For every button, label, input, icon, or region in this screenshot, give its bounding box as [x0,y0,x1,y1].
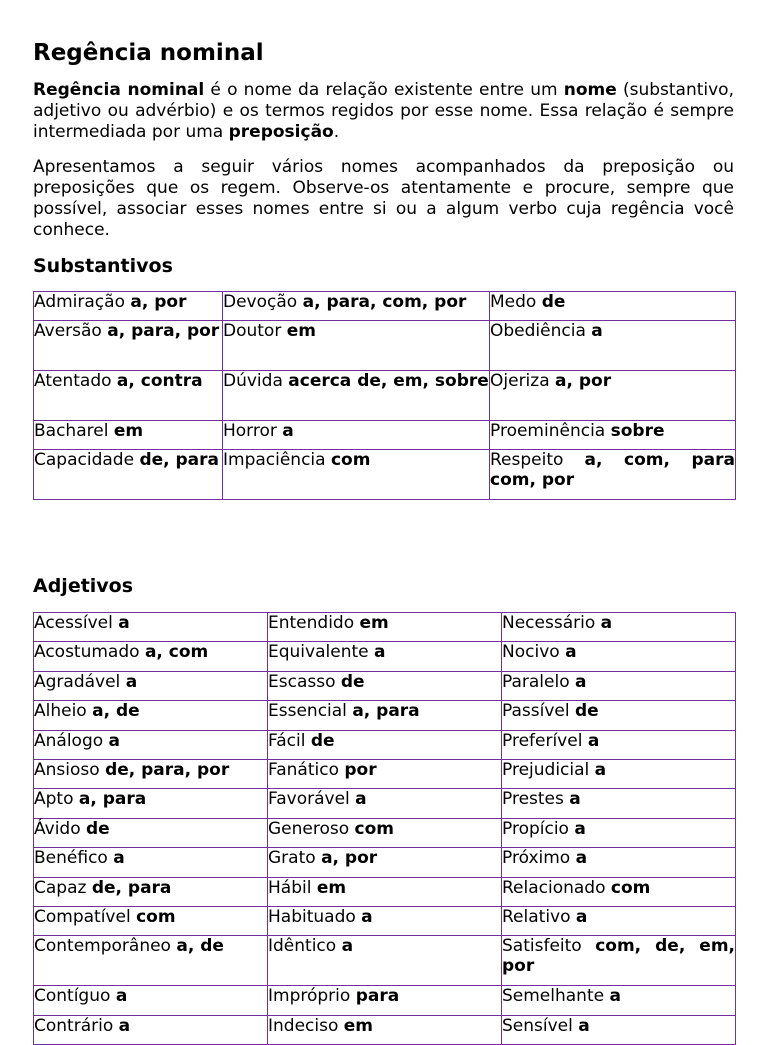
table-cell [268,642,502,671]
nome-word: Obediência [490,321,586,341]
preposition: a [361,906,373,927]
nome-word: Contrário [34,1015,114,1036]
preposition: em [359,613,389,633]
preposition: para [355,986,400,1007]
table-cell [268,1015,502,1044]
table-cell [268,877,502,906]
table-cell [490,371,736,421]
table-cell [34,759,268,788]
preposition: a, para, com, por [302,292,467,312]
table-cell [34,450,223,500]
preposition: a [575,671,587,692]
table-cell [268,936,502,986]
preposition: a [108,730,121,751]
nome-word: Prestes [502,789,564,810]
nome-word: Generoso [268,818,350,839]
table-cell [268,789,502,818]
table-row [34,848,736,877]
table-cell [223,450,490,500]
preposition: a [341,936,354,957]
table-row [34,292,736,321]
table-cell [34,671,268,700]
table-cell [268,986,502,1015]
preposition: a [355,789,367,810]
preposition: sobre [610,421,665,441]
nome-word: Doutor [223,321,282,341]
table-row [34,421,736,450]
table-cell [34,613,268,642]
nome-word: Análogo [34,730,104,751]
intro-text-1: é o nome da relação existente entre um [204,80,564,100]
table-cell [490,421,736,450]
preposition: a [609,986,621,1007]
preposition: a [600,613,613,633]
table-row [34,986,736,1015]
nome-word: Satisfeito [502,936,582,957]
table-row [34,671,736,700]
table-cell [502,848,736,877]
preposition: a [374,642,386,663]
preposition: a [594,759,607,780]
nome-word: Fácil [268,730,306,751]
nome-word: Sensível [502,1015,573,1036]
table-cell [490,321,736,371]
nome-word: Favorável [268,789,350,810]
nome-word: Contíguo [34,986,111,1007]
table-row [34,371,736,421]
table-cell [502,906,736,935]
nome-word: Agradável [34,671,121,692]
preposition: a [113,848,125,869]
nome-word: Contemporâneo [34,936,171,957]
preposition: de [86,818,110,839]
table-row [34,936,736,986]
preposition: a [575,906,588,927]
table-cell [268,671,502,700]
nome-word: Impróprio [268,986,351,1007]
intro-text-2: (substantivo, adjetivo ou advérbio) e os termos regidos por esse nome. Essa relação é sempre intermediada por uma [33,80,734,142]
nome-word: Dúvida [223,371,283,391]
table-row [34,759,736,788]
table-cell [34,321,223,371]
nome-word: Relacionado [502,877,606,898]
term-preposicao: preposição [228,122,334,142]
nome-word: Compatível [34,906,131,927]
nome-word: Proeminência [490,421,606,441]
preposition: a, para [78,789,147,810]
intro-paragraph-2: Apresentamos a seguir vários nomes acompanhados da preposição ou preposições que os regem. Observe-os atentamente e procure, sempre que possível, associar esses nomes entre si ou a algum verbo cuja regência você conhece. [33,157,734,240]
table-cell [34,789,268,818]
table-cell [502,613,736,642]
table-cell [34,421,223,450]
preposition: de [575,701,599,722]
table-row [34,789,736,818]
table-row [34,613,736,642]
table-cell [34,848,268,877]
preposition: a [115,986,128,1007]
table-cell [268,906,502,935]
nome-word: Capaz [34,877,87,898]
table-cell [502,877,736,906]
nome-word: Prejudicial [502,759,590,780]
preposition: com [330,450,371,470]
table-cell [268,730,502,759]
table-cell [223,292,490,321]
preposition: com [136,906,176,927]
preposition: de, para [139,450,220,470]
table-cell [268,848,502,877]
page-title: Regência nominal [33,40,264,66]
table-cell [223,371,490,421]
nome-word: Idêntico [268,936,337,957]
nome-word: Relativo [502,906,571,927]
preposition: acerca de, em, sobre [288,371,489,391]
table-cell [502,671,736,700]
nome-word: Admiração [34,292,125,312]
preposition: por [344,759,377,780]
nome-word: Acostumado [34,642,140,663]
intro-paragraph-1 [33,80,734,143]
nome-word: Aversão [34,321,102,341]
nome-word: Próximo [502,848,571,869]
table-row [34,877,736,906]
table-cell [268,613,502,642]
table-row [34,906,736,935]
preposition: com, de, em, por [502,936,735,977]
table-row [34,642,736,671]
table-cell [502,701,736,730]
nome-word: Benéfico [34,848,108,869]
table-cell [268,701,502,730]
table-cell [502,759,736,788]
nome-word: Equivalente [268,642,369,663]
nome-word: Atentado [34,371,112,391]
table-cell [502,986,736,1015]
table-row [34,818,736,847]
table-cell [34,371,223,421]
nome-word: Necessário [502,613,596,633]
preposition: a [591,321,603,341]
preposition: de [310,730,335,751]
preposition: de [340,671,365,692]
preposition: de [541,292,566,312]
table-cell [34,877,268,906]
preposition: a [574,818,586,839]
preposition: a [587,730,600,751]
preposition: a [125,671,138,692]
table-cell [34,818,268,847]
intro-text-3: . [333,122,340,142]
nome-word: Paralelo [502,671,570,692]
nome-word: Apto [34,789,74,810]
preposition: a, para [352,701,420,722]
table-cell [34,642,268,671]
nome-word: Alheio [34,701,87,722]
table-row [34,450,736,500]
nome-word: Bacharel [34,421,109,441]
preposition: a, de [92,701,140,722]
nome-word: Capacidade [34,450,135,470]
nome-word: Propício [502,818,569,839]
preposition: a [118,1015,131,1036]
table-row [34,321,736,371]
table-cell [502,1015,736,1044]
nome-word: Preferível [502,730,583,751]
preposition: a, para, por [107,321,220,341]
preposition: a, por [321,848,378,869]
table-cell [502,789,736,818]
nome-word: Indeciso [268,1015,339,1036]
preposition: a, com, para com, por [490,450,735,490]
nome-word: Ansioso [34,759,100,780]
term-nome: nome [563,80,617,100]
preposition: em [343,1015,374,1036]
nome-word: Escasso [268,671,336,692]
table-cell [502,818,736,847]
table-cell [34,292,223,321]
table-cell [268,759,502,788]
nome-word: Nocivo [502,642,560,663]
preposition: com [610,877,651,898]
nome-word: Semelhante [502,986,605,1007]
preposition: em [286,321,316,341]
nome-word: Ojeriza [490,371,550,391]
table-cell [490,450,736,500]
adjetivos-table-body [34,613,736,1045]
preposition: a [118,613,130,633]
substantivos-table-body [34,292,736,500]
preposition: a [575,848,588,869]
section-heading-substantivos: Substantivos [33,255,173,277]
nome-word: Fanático [268,759,339,780]
nome-word: Hábil [268,877,312,898]
nome-word: Horror [223,421,277,441]
preposition: a, contra [116,371,203,391]
table-cell [223,321,490,371]
nome-word: Impaciência [223,450,326,470]
nome-word: Habituado [268,906,356,927]
table-row [34,1015,736,1044]
nome-word: Ávido [34,818,81,839]
nome-word: Medo [490,292,537,312]
table-cell [34,1015,268,1044]
table-cell [34,906,268,935]
substantivos-table [33,291,736,500]
preposition: a, por [130,292,187,312]
table-cell [34,730,268,759]
nome-word: Acessível [34,613,113,633]
table-cell [223,421,490,450]
table-cell [268,818,502,847]
nome-word: Respeito [490,450,564,470]
preposition: a [282,421,294,441]
table-row [34,701,736,730]
nome-word: Entendido [268,613,355,633]
table-cell [34,986,268,1015]
nome-word: Essencial [268,701,347,722]
preposition: a, por [555,371,612,391]
term-regencia-nominal: Regência nominal [33,80,205,100]
table-cell [502,642,736,671]
preposition: a, com [144,642,209,663]
preposition: a [569,789,581,810]
table-cell [34,701,268,730]
preposition: em [316,877,347,898]
preposition: a [565,642,577,663]
nome-word: Passível [502,701,570,722]
preposition: de, para, por [105,759,230,780]
preposition: em [113,421,144,441]
preposition: a, de [176,936,224,957]
preposition: de, para [91,877,172,898]
section-heading-adjetivos: Adjetivos [33,575,134,597]
table-cell [502,936,736,986]
table-cell [490,292,736,321]
nome-word: Grato [268,848,316,869]
table-cell [34,936,268,986]
table-row [34,730,736,759]
adjetivos-table [33,612,736,1045]
preposition: com [354,818,395,839]
nome-word: Devoção [223,292,298,312]
table-cell [502,730,736,759]
preposition: a [578,1015,590,1036]
